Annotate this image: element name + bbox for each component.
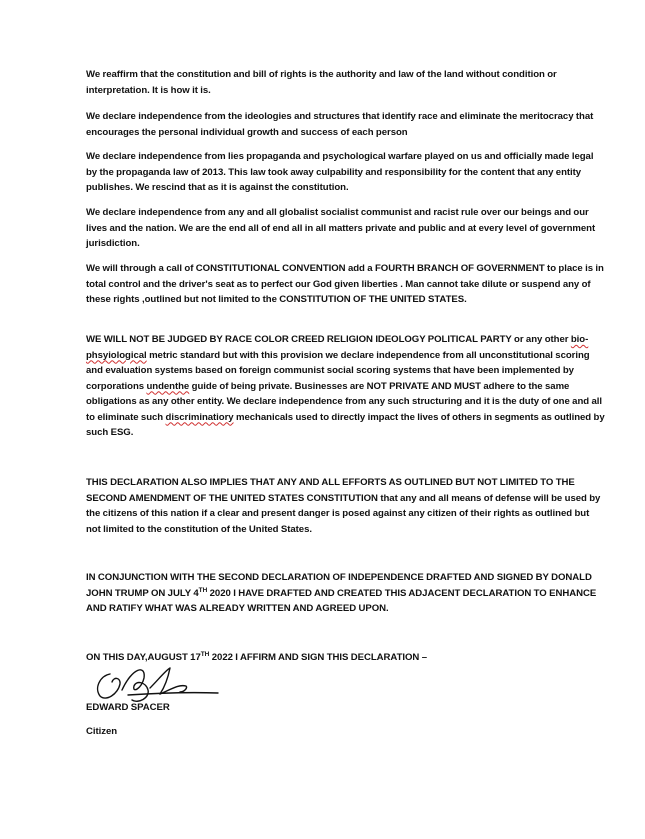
text-run: ON THIS DAY,AUGUST 17 xyxy=(86,652,201,663)
text-run: 2020 I HAVE DRAFTED AND CREATED THIS ADJACENT DECLARATION TO ENHANCE AND RATIFY WHAT WAS ALREADY WRITTEN AND AGREED UPON. xyxy=(86,587,597,614)
text-run: guide of being private. Businesses are NOT PRIVATE AND MUST adhere to the same obligations as any other entity. We declare independence from any such structuring and it is the duty of one and all to eliminate such xyxy=(86,380,602,423)
paragraph-constitutional-convention: We will through a call of CONSTITUTIONAL CONVENTION add a FOURTH BRANCH OF GOVERNMENT to place is in total control and the driver's seat as to perfect our God given liberties . Man cannot take dilute or suspend any of these rights ,outlined but not limited to the CONSTITUTION OF THE UNITED STATES. xyxy=(86,263,604,305)
misspelled-word: discriminatiory xyxy=(165,411,234,423)
misspelled-word: bio-phsyiological xyxy=(86,334,589,361)
text-run: IN CONJUNCTION WITH THE SECOND DECLARATION OF INDEPENDENCE DRAFTED AND SIGNED BY DONALD JOHN TRUMP ON JULY 4 xyxy=(86,572,592,599)
signer-name: EDWARD SPACER xyxy=(86,702,170,713)
signer-title: Citizen xyxy=(86,726,118,737)
paragraph-constitution-authority: We reaffirm that the constitution and bill of rights is the authority and law of the land without condition or interpretation. It is how it is. xyxy=(86,69,557,96)
paragraph-globalist-rule: We declare independence from any and all globalist socialist communist and racist rule over our beings and our lives and the nation. We are the end all of end all in all matters private and public and at every level of government jurisdiction. xyxy=(86,207,596,249)
paragraph-second-amendment: THIS DECLARATION ALSO IMPLIES THAT ANY AND ALL EFFORTS AS OUTLINED BUT NOT LIMITED TO THE SECOND AMENDMENT OF THE UNITED STATES CONSTITUTION that any and all means of defense will be used by the citizens of this nation if a clear and present danger is posed against any citizen of their rights as outlined but not limited to the constitution of the United States. xyxy=(86,477,601,535)
superscript: TH xyxy=(198,586,208,594)
paragraph-scoring-systems xyxy=(86,332,606,441)
superscript: TH xyxy=(200,651,210,658)
misspelled-word: undenthe xyxy=(146,380,190,392)
text-run: mechanicals used to directly impact the lives of others in segments as outlined by such ESG. xyxy=(86,411,605,438)
paragraph-conjunction xyxy=(86,570,606,617)
text-run: metric standard but with this provision we declare independence from all unconstitutional scoring and evaluation systems based on foreign communist social scoring systems that have been implemented by corporations xyxy=(86,349,590,392)
paragraph-propaganda: We declare independence from lies propaganda and psychological warfare played on us and officially made legal by the propaganda law of 2013. This law took away culpability and responsibility for the content that any entity publishes. We rescind that as it is against the constitution. xyxy=(86,151,594,193)
text-run: WE WILL NOT BE JUDGED BY RACE COLOR CREED RELIGION IDEOLOGY POLITICAL PARTY or any other xyxy=(86,334,571,345)
paragraph-race-ideologies: We declare independence from the ideologies and structures that identify race and eliminate the meritocracy that encourages the personal individual growth and success of each person xyxy=(86,111,594,138)
text-run: 2022 I AFFIRM AND SIGN THIS DECLARATION – xyxy=(209,652,428,663)
